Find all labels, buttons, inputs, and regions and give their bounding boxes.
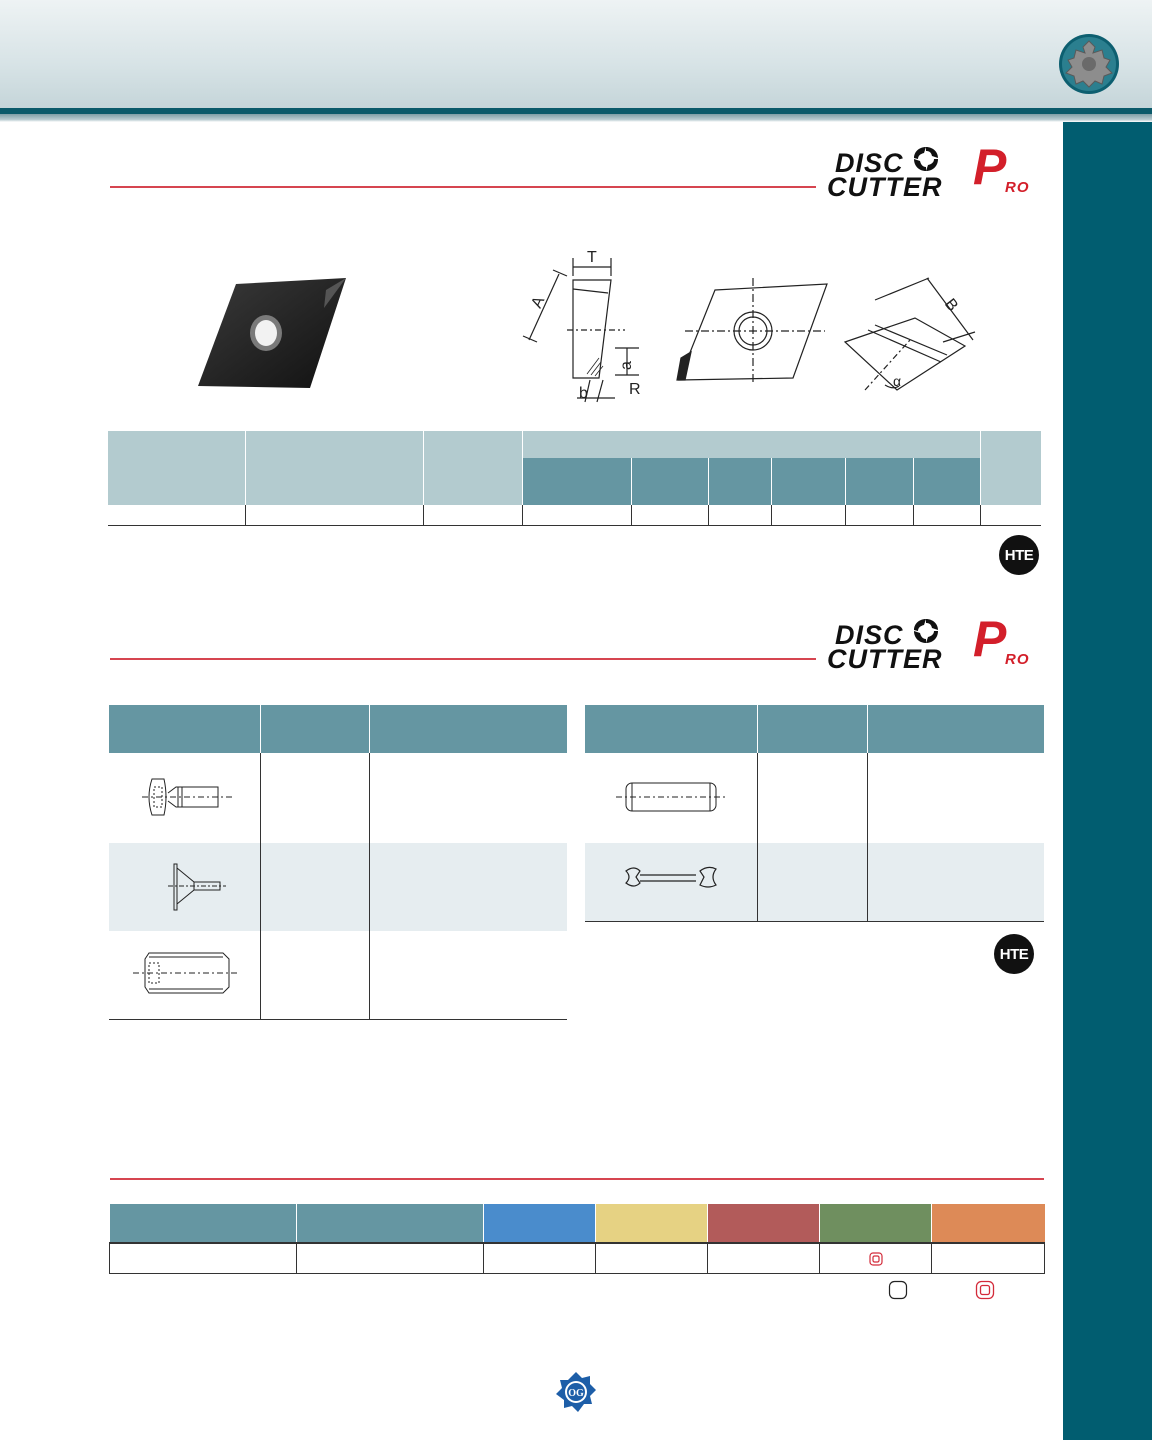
parts-right-header-3 [867, 705, 1044, 753]
section-line-3 [110, 1178, 1044, 1180]
dim-label-R: R [629, 381, 641, 398]
parts-left-header-1 [109, 705, 260, 753]
spec-subheader-1 [522, 458, 631, 505]
material-header-red [708, 1204, 820, 1243]
logo-swirl-icon [911, 144, 941, 174]
table-row [109, 843, 567, 931]
spec-subheader-5 [845, 458, 913, 505]
header-shadow [0, 114, 1152, 122]
disc-cutter-pro-logo-2 [825, 611, 1041, 674]
spec-subheader-4 [771, 458, 845, 505]
section-line-1 [110, 186, 816, 188]
logo-swirl-icon [911, 616, 941, 646]
spec-header-2 [245, 431, 423, 505]
dim-label-alpha: α [893, 373, 902, 389]
logo-line1: DISC [835, 148, 904, 178]
table-row [585, 753, 1044, 843]
logo2-ro: RO [1005, 651, 1030, 668]
hte-badge-icon [999, 535, 1039, 575]
insert-spec-table [108, 431, 1041, 526]
insert-dimension-drawing [515, 240, 985, 415]
hte-badge-icon-2 [994, 934, 1034, 974]
spec-subheader-3 [708, 458, 771, 505]
wrench-icon [606, 855, 736, 905]
suitable-symbol-icon [888, 1280, 908, 1300]
table-row [109, 753, 567, 843]
spec-subheader-2 [631, 458, 708, 505]
svg-text:OG: OG [568, 1388, 584, 1399]
table-row [108, 505, 1041, 525]
recommended-legend-icon [975, 1280, 995, 1300]
dim-label-A: A [528, 293, 549, 311]
parts-left-header-2 [260, 705, 369, 753]
parts-left-header-3 [369, 705, 567, 753]
pin-icon [606, 767, 736, 827]
parts-right-header-1 [585, 705, 757, 753]
side-bar [1063, 122, 1152, 1440]
clamp-screw-icon [124, 767, 244, 827]
header-band [0, 0, 1152, 108]
logo-p: P [973, 139, 1008, 195]
parts-right-header-2 [757, 705, 867, 753]
logo-ro: RO [1005, 179, 1030, 196]
spec-header-dimensions [522, 431, 980, 458]
disc-cutter-pro-logo [825, 139, 1041, 202]
set-screw-icon [119, 943, 249, 1003]
hte-badge-label-2: HTE [999, 945, 1029, 963]
dim-label-B: B [941, 295, 961, 315]
material-header-blue [484, 1204, 596, 1243]
hte-badge-label: HTE [1004, 546, 1034, 564]
logo2-p: P [973, 611, 1008, 667]
material-header-orange [932, 1204, 1045, 1243]
gear-icon [1058, 33, 1120, 95]
section-line-2 [110, 658, 816, 660]
spec-header-3 [423, 431, 522, 505]
logo2-line2: CUTTER [827, 644, 943, 674]
material-header-yellow [596, 1204, 708, 1243]
parts-table-right [585, 705, 1044, 922]
insert-photo [196, 276, 352, 390]
table-row [585, 843, 1044, 921]
spec-header-1 [108, 431, 245, 505]
material-header-green [820, 1204, 932, 1243]
parts-table-left [109, 705, 567, 1020]
material-header-1 [110, 1204, 297, 1243]
logo2-line1: DISC [835, 620, 904, 650]
dim-label-a: a [618, 361, 635, 370]
osg-logo-icon [554, 1370, 598, 1414]
logo-line2: CUTTER [827, 172, 943, 202]
recommended-symbol-icon [869, 1252, 883, 1266]
material-table [109, 1204, 1045, 1274]
material-header-2 [297, 1204, 484, 1243]
countersunk-screw-icon [124, 856, 244, 916]
dim-label-T: T [587, 249, 597, 266]
spec-header-last [980, 431, 1041, 505]
dim-label-b: b [579, 385, 588, 402]
spec-subheader-6 [913, 458, 980, 505]
table-row [109, 931, 567, 1019]
table-row [110, 1243, 1045, 1273]
